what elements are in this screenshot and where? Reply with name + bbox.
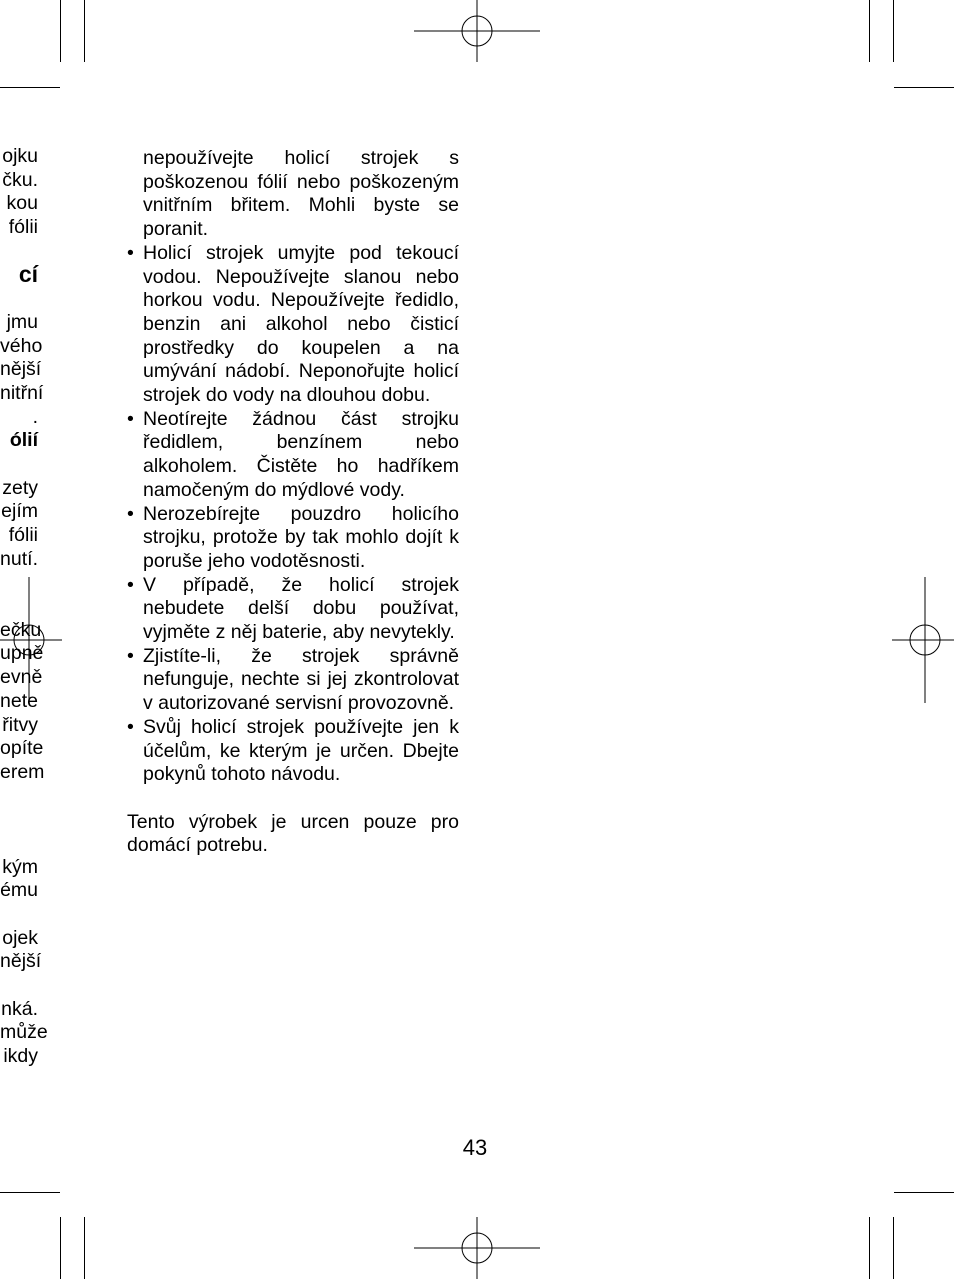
text-fragment: fólii [8, 524, 38, 546]
text-fragment [0, 808, 38, 832]
text-fragment: ečku [0, 618, 42, 641]
text-fragment [0, 453, 38, 477]
bullet-text: Zjistíte-li, že strojek správně nefunguje, nechte si jej zkontrolovat v autorizované servisní provozovně. [143, 644, 459, 715]
text-fragment [0, 903, 38, 927]
bullet-marker: • [127, 644, 134, 667]
text-fragment: upně [0, 642, 44, 665]
text-fragment: zety [2, 476, 38, 499]
crop-mark [894, 87, 954, 88]
continuation-paragraph: nepoužívejte holicí strojek s poškozenou fólií nebo poškozeným vnitřním břitem. Mohli byste se poranit. [143, 147, 459, 241]
text-fragment: nější [0, 950, 42, 973]
text-fragment [0, 571, 38, 595]
crop-mark [0, 1192, 60, 1193]
page-number: 43 [462, 1135, 488, 1160]
heading-fragment: cí [18, 261, 38, 288]
text-fragment: opíte [0, 737, 44, 760]
crop-mark [869, 0, 870, 62]
text-fragment: . [32, 405, 38, 428]
bullet-item [127, 574, 459, 645]
registration-mark-icon [892, 577, 954, 703]
subheading-fragment: ólií [9, 429, 38, 452]
crop-mark [84, 1217, 85, 1279]
crop-mark [893, 1217, 894, 1279]
text-fragment: ojku [2, 145, 38, 167]
registration-mark-icon [414, 1217, 540, 1279]
text-fragment: čku. [2, 168, 38, 191]
bullet-marker: • [127, 715, 134, 738]
bullet-text: Svůj holicí strojek používejte jen k účelům, ke kterým je určen. Dbejte pokynů tohoto návodu. [143, 715, 459, 786]
text-fragment [0, 240, 38, 264]
text-fragment: nutí. [0, 547, 38, 570]
text-fragment: erem [0, 760, 45, 783]
text-fragment: fólii [8, 216, 38, 239]
crop-mark [893, 0, 894, 62]
main-text-column [127, 147, 459, 858]
text-fragment: ojek [2, 926, 38, 949]
text-fragment: řitvy [2, 713, 38, 736]
text-fragment: nete [0, 689, 38, 712]
crop-mark [0, 87, 60, 88]
text-fragment: jmu [6, 310, 38, 333]
text-fragment: ikdy [3, 1045, 38, 1068]
text-fragment: může [0, 1021, 48, 1044]
bullet-item [127, 408, 459, 503]
left-column-fragments [0, 145, 48, 1069]
household-use-note: Tento výrobek je urcen pouze pro domácí potrebu. [127, 810, 459, 857]
bullet-item [127, 242, 459, 408]
text-fragment: ejím [1, 500, 38, 523]
bullet-text: V případě, že holicí strojek nebudete delší dobu používat, vyjměte z něj baterie, aby nevytekly. [143, 573, 459, 644]
crop-mark [84, 0, 85, 62]
bullet-marker: • [127, 407, 134, 430]
bullet-marker: • [127, 502, 134, 525]
text-fragment [0, 287, 38, 311]
text-fragment [0, 832, 38, 856]
bullet-text: Neotírejte žádnou část strojku ředidlem, benzínem nebo alkoholem. Čistěte ho hadříkem namočeným do mýdlové vody. [143, 407, 459, 501]
bullet-item [127, 716, 459, 787]
text-fragment: kou [6, 192, 38, 215]
crop-mark [869, 1217, 870, 1279]
text-fragment: kým [2, 855, 38, 878]
text-fragment: evně [0, 666, 43, 689]
text-fragment: ému [0, 879, 38, 902]
text-fragment [0, 595, 38, 619]
bullet-text: Holicí strojek umyjte pod tekoucí vodou. Nepoužívejte slanou nebo horkou vodu. Nepoužívejte ředidlo, benzin ani alkohol nebo čisticí prostředky do koupelen a na umývání nádobí. Neponořujte holicí strojek do vody na dlouhou dobu. [143, 241, 459, 407]
bullet-marker: • [127, 573, 134, 596]
crop-mark [60, 1217, 61, 1279]
text-fragment: nká. [1, 997, 38, 1020]
text-fragment [0, 974, 38, 998]
crop-mark [894, 1192, 954, 1193]
bullet-marker: • [127, 241, 134, 264]
bullet-text: Nerozebírejte pouzdro holicího strojku, protože by tak mohlo dojít k poruše jeho vodotěsnosti. [143, 502, 459, 572]
crop-mark [60, 0, 61, 62]
registration-mark-icon [414, 0, 540, 62]
bullet-item [127, 645, 459, 716]
bullet-item [127, 503, 459, 574]
text-fragment: nitřní [0, 381, 44, 404]
text-fragment: vého [0, 334, 43, 357]
text-fragment: nější [0, 358, 42, 381]
text-fragment [0, 785, 38, 809]
